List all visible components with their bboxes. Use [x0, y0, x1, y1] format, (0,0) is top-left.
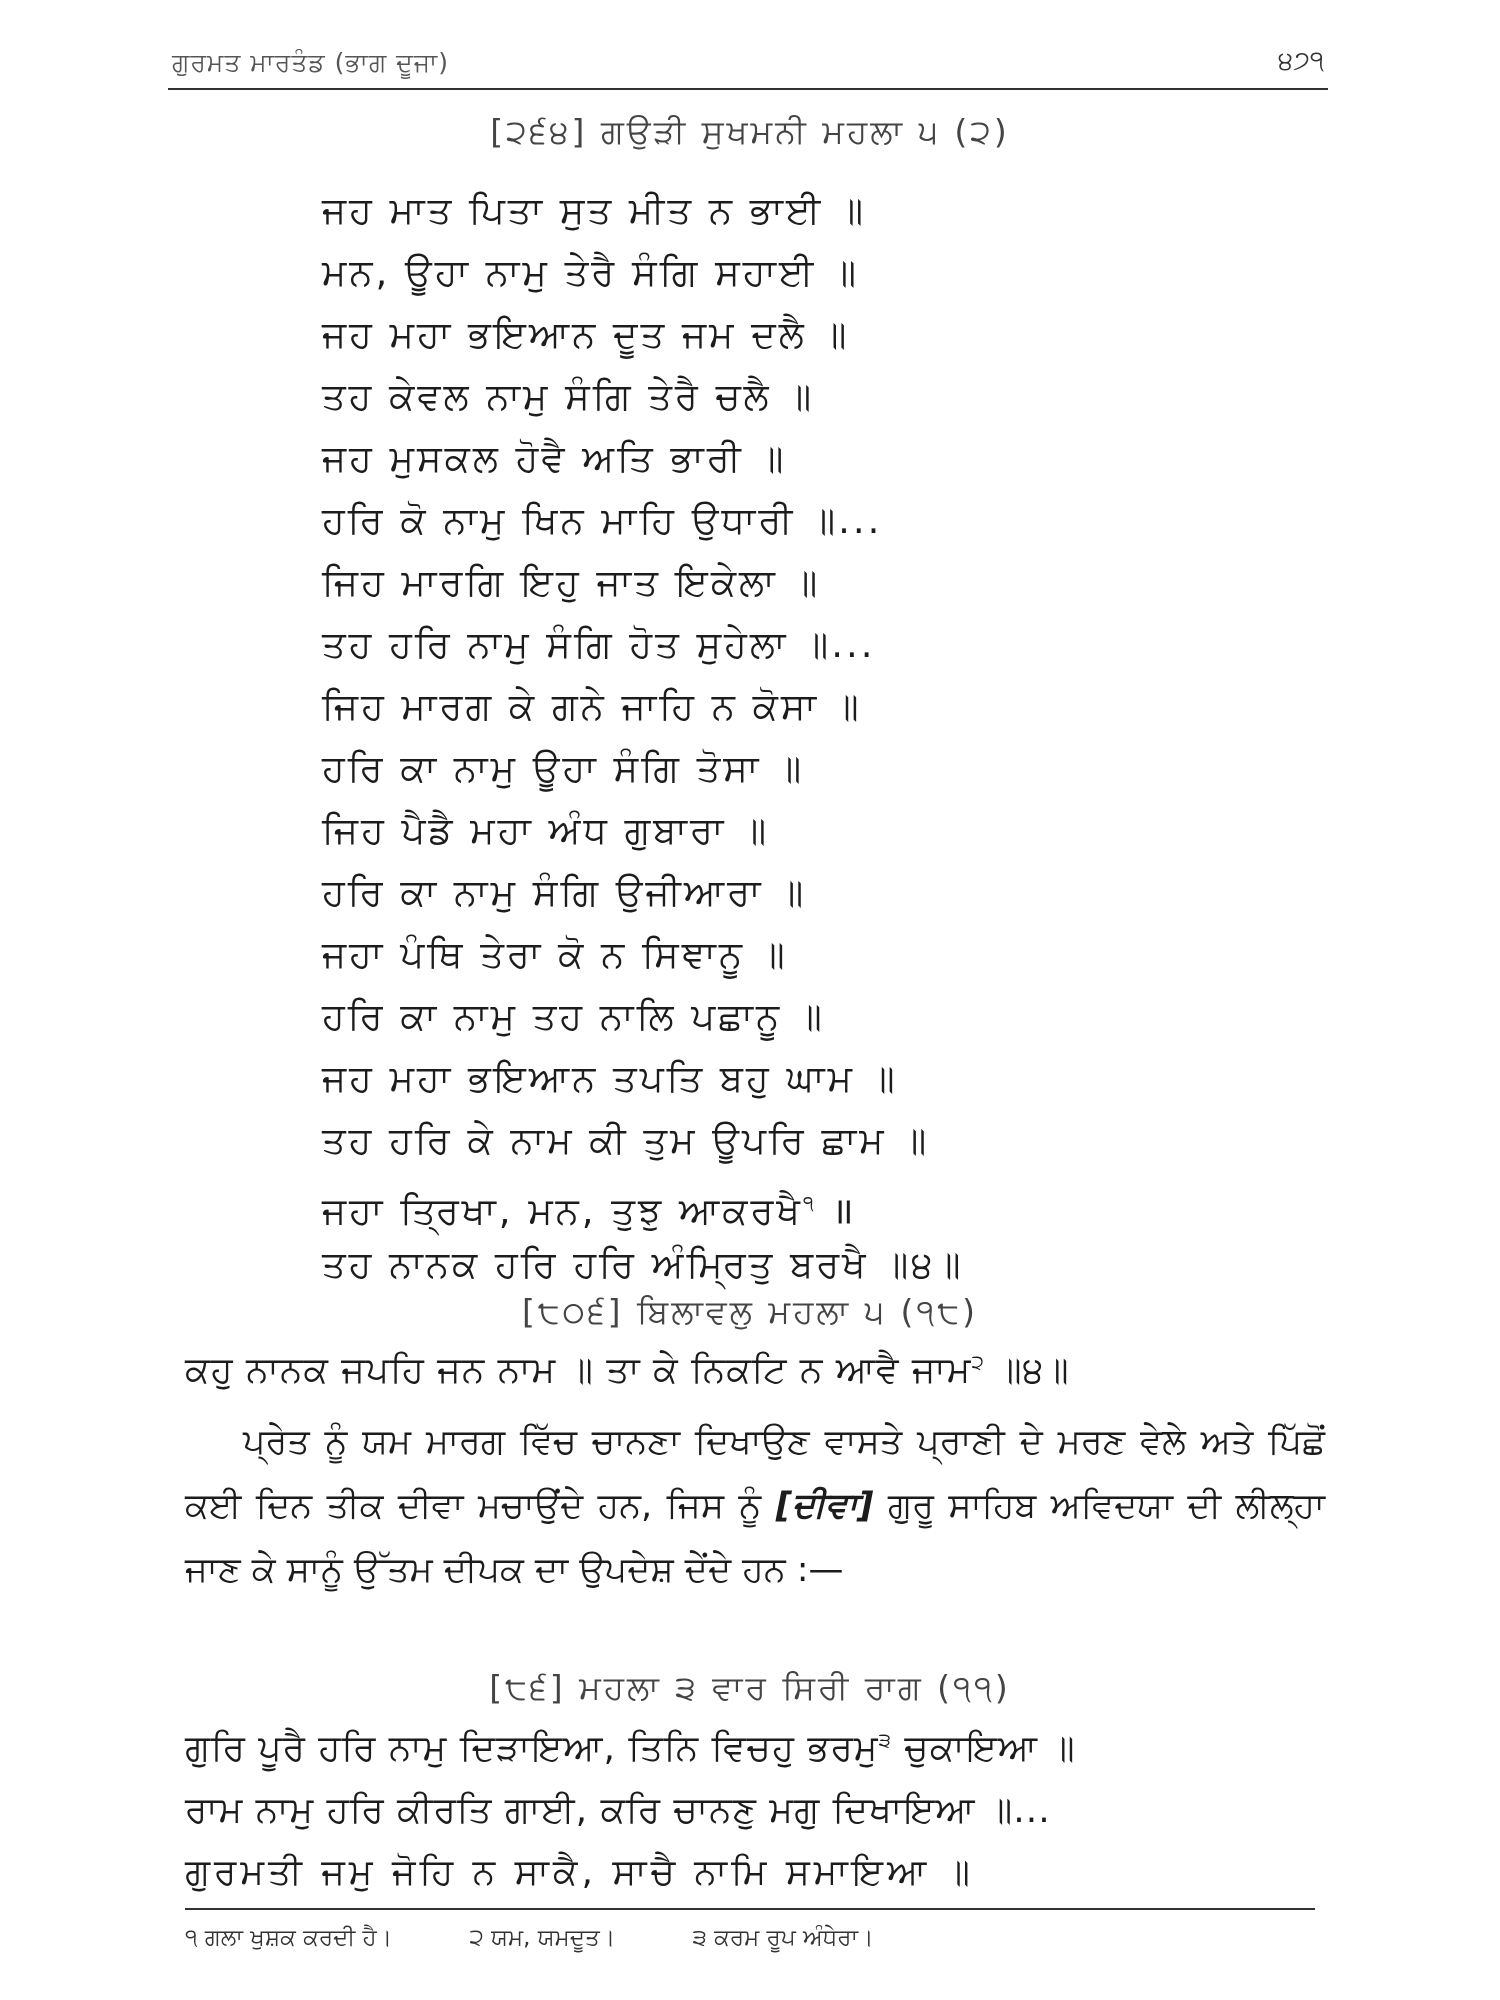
verse-text: ਗੁਰਿ ਪੂਰੈ ਹਰਿ ਨਾਮੁ ਦਿੜਾਇਆ, ਤਿਨਿ ਵਿਚਹੁ ਭਰਮੁ — [185, 1728, 879, 1769]
verse-line: ਜਹ ਮੁਸਕਲ ਹੋਵੈ ਅਤਿ ਭਾਰੀ ॥ — [322, 437, 787, 480]
verse-line: ਜਹਾ ਪੰਥਿ ਤੇਰਾ ਕੋ ਨ ਸਿਞਾਨੂ ॥ — [322, 933, 788, 976]
verse-line: ਜਿਹ ਮਾਰਗਿ ਇਹੁ ਜਾਤ ਇਕੇਲਾ ॥ — [322, 561, 821, 604]
verse-line: ਜਿਹ ਪੈਡੈ ਮਹਾ ਅੰਧ ਗੁਬਾਰਾ ॥ — [322, 809, 770, 852]
verse-line: ਜਹ ਮਾਤ ਪਿਤਾ ਸੁਤ ਮੀਤ ਨ ਭਾਈ ॥ — [322, 189, 867, 232]
verse-line: ਜਿਹ ਮਾਰਗ ਕੇ ਗਨੇ ਜਾਹਿ ਨ ਕੋਸਾ ॥ — [322, 685, 862, 728]
verse-line: ਮਨ, ਊਹਾ ਨਾਮੁ ਤੇਰੈ ਸੰਗਿ ਸਹਾਈ ॥ — [322, 251, 860, 294]
verse-line: ਜਹ ਮਹਾ ਭਇਆਨ ਤਪਤਿ ਬਹੁ ਘਾਮ ॥ — [322, 1057, 898, 1100]
verse-line: ਹਰਿ ਕਾ ਨਾਮੁ ਊਹਾ ਸੰਗਿ ਤੋਸਾ ॥ — [322, 747, 805, 790]
footnote-divider — [185, 1908, 1315, 1910]
verse-line: ਤਹ ਨਾਨਕ ਹਰਿ ਹਰਿ ਅੰਮ੍ਰਿਤੁ ਬਰਖੈ ॥੪॥ — [322, 1243, 964, 1286]
verse-text: ਜਹਾ ਤ੍ਰਿਖਾ, ਮਨ, ਤੁਝੁ ਆਕਰਖੈ — [322, 1189, 803, 1233]
verse-line-sriraag: ਰਾਮ ਨਾਮੁ ਹਰਿ ਕੀਰਤਿ ਗਾਈ, ਕਰਿ ਚਾਨਣੁ ਮਗੁ ਦਿਖਾਇਆ ॥... — [185, 1790, 1051, 1831]
verse-line: ਜਹ ਮਹਾ ਭਇਆਨ ਦੂਤ ਜਮ ਦਲੈ ॥ — [322, 313, 850, 356]
verse-line: ਤਹ ਹਰਿ ਕੇ ਨਾਮ ਕੀ ਤੁਮ ਊਪਰਿ ਛਾਮ ॥ — [322, 1119, 930, 1162]
section-heading-sriraag: [੮੬] ਮਹਲਾ ੩ ਵਾਰ ਸਿਰੀ ਰਾਗ (੧੧) — [489, 1668, 1011, 1707]
verse-line: ਹਰਿ ਕੋ ਨਾਮੁ ਖਿਨ ਮਾਹਿ ਉਧਾਰੀ ॥... — [322, 499, 883, 542]
verse-block-sukhmani — [322, 180, 1222, 1296]
verse-end: ਚੁਕਾਇਆ ॥ — [891, 1728, 1076, 1769]
footnote-item: ੩ ਕਰਮ ਰੂਪ ਅੰਧੇਰਾ। — [692, 1925, 874, 1951]
verse-end: ॥ — [816, 1189, 857, 1233]
verse-line: ਤਹ ਕੇਵਲ ਨਾਮੁ ਸੰਗਿ ਤੇਰੈ ਚਲੈ ॥ — [322, 375, 815, 418]
commentary-text: ਗੁਰੂ ਸਾਹਿਬ ਅਵਿਦਯਾ ਦੀ ਲੀਲ੍ਹਾ ਜਾਣ ਕੇ ਸਾਨੂੰ ਉੱਤਮ ਦੀਪਕ ਦਾ ਉਪਦੇਸ਼ ਦੇਂਦੇ ਹਨ :— — [185, 1486, 1325, 1590]
verse-line-bilawal — [185, 1350, 1335, 1392]
commentary-text: ਪ੍ਰੇਤ ਨੂੰ ਯਮ ਮਾਰਗ ਵਿੱਚ ਚਾਨਣਾ ਦਿਖਾਉਣ ਵਾਸਤੇ ਪ੍ਰਾਣੀ ਦੇ ਮਰਣ ਵੇਲੇ ਅਤੇ ਪਿੱਛੋਂ ਕਈ ਦਿਨ ਤੀਕ ਦੀਵਾ ਮਚਾਉਂਦੇ ਹਨ, ਜਿਸ ਨੂੰ — [185, 1422, 1325, 1526]
commentary-emphasis: [ਦੀਵਾ] — [775, 1486, 874, 1526]
footnote-marker: ੨ — [971, 1350, 985, 1374]
verse-line-sriraag — [185, 1728, 1335, 1770]
footnote-item: ੨ ਯਮ, ਯਮਦੂਤ। — [469, 1925, 616, 1951]
verse-line-sriraag: ਗੁਰਮਤੀ ਜਮੁ ਜੋਹਿ ਨ ਸਾਕੈ, ਸਾਚੈ ਨਾਮਿ ਸਮਾਇਆ ॥ — [185, 1852, 974, 1893]
footnote-item: ੧ ਗਲਾ ਖੁਸ਼ਕ ਕਰਦੀ ਹੈ। — [185, 1925, 393, 1951]
section-heading-gauri: [੨੬੪] ਗਉੜੀ ਸੁਖਮਨੀ ਮਹਲਾ ੫ (੨) — [490, 112, 1010, 151]
footnotes — [185, 1925, 1325, 1951]
footnote-marker: ੧ — [802, 1191, 817, 1215]
verse-end: ॥੪॥ — [984, 1350, 1070, 1391]
verse-text: ਕਹੁ ਨਾਨਕ ਜਪਹਿ ਜਨ ਨਾਮ ॥ ਤਾ ਕੇ ਨਿਕਟਿ ਨ ਆਵੈ ਜਾਮ — [185, 1350, 972, 1391]
section-heading-bilawal: [੮੦੬] ਬਿਲਾਵਲੁ ਮਹਲਾ ੫ (੧੮) — [521, 1292, 979, 1331]
verse-line-footnoted — [322, 1172, 1222, 1234]
footnote-marker: ੩ — [878, 1728, 892, 1752]
verse-line: ਹਰਿ ਕਾ ਨਾਮੁ ਸੰਗਿ ਉਜੀਆਰਾ ॥ — [322, 871, 807, 914]
page-number: ੪੭੧ — [1278, 46, 1324, 76]
commentary-paragraph — [185, 1410, 1325, 1602]
verse-line: ਹਰਿ ਕਾ ਨਾਮੁ ਤਹ ਨਾਲਿ ਪਛਾਨੂ ॥ — [322, 995, 825, 1038]
running-title: ਗੁਰਮਤ ਮਾਰਤੰਡ (ਭਾਗ ਦੂਜਾ) — [172, 48, 449, 77]
page-header — [168, 42, 1328, 90]
verse-line: ਤਹ ਹਰਿ ਨਾਮੁ ਸੰਗਿ ਹੋਤ ਸੁਹੇਲਾ ॥... — [322, 623, 876, 666]
